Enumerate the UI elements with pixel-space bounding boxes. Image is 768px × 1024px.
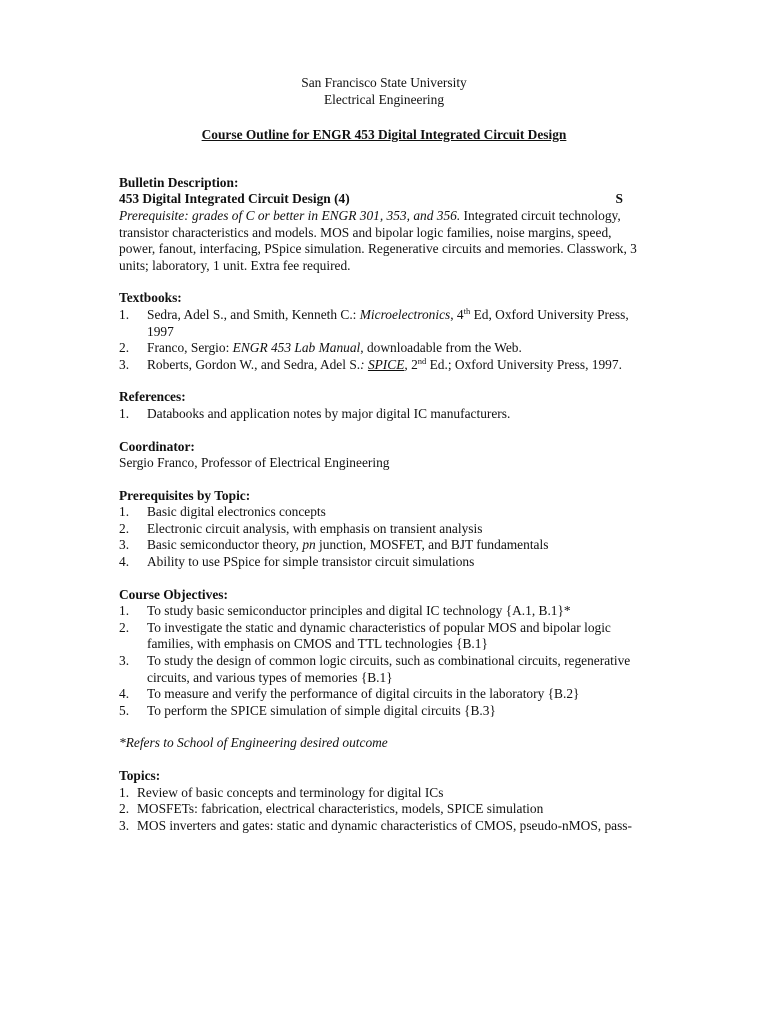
prerequisite-text: Electronic circuit analysis, with emphasis on transient analysis [147, 520, 483, 536]
university-name: San Francisco State University [301, 75, 467, 90]
list-number: 2. [119, 520, 130, 536]
edition-suffix: th [463, 305, 471, 316]
textbook-edition: , 4 [450, 306, 464, 322]
list-number: 2. [119, 619, 130, 635]
objective-text: To study basic semiconductor principles and digital IC technology {A.1, B.1}* [147, 603, 571, 619]
topic-text: MOSFETs: fabrication, electrical characteristics, models, SPICE simulation [137, 801, 544, 817]
coordinator-heading: Coordinator: [119, 438, 195, 454]
reference-item [119, 406, 649, 423]
course-flag: S [615, 191, 623, 207]
edition-suffix: nd [417, 355, 427, 366]
textbook-publisher: , downloadable from the Web. [360, 340, 522, 356]
objective-item [119, 603, 649, 620]
textbooks-heading: Textbooks: [119, 290, 182, 306]
bulletin-course-line [119, 191, 649, 208]
objective-text: To measure and verify the performance of digital circuits in the laboratory {B.2} [147, 686, 580, 702]
prerequisites-heading: Prerequisites by Topic: [119, 487, 251, 503]
prerequisite-text-end: junction, MOSFET, and BJT fundamentals [315, 537, 549, 553]
list-number: 5. [119, 702, 130, 718]
course-description: Integrated circuit technology, transistor characteristics and models. MOS and bipolar logic families, noise margins, speed, power, fanout, interfacing, PSpice simulation. Regenerative circuits and memories. Classwork, 3 units; laboratory, 1 unit. Extra fee required. [119, 207, 637, 273]
list-number: 2. [119, 801, 130, 817]
objective-item [119, 703, 649, 720]
textbook-title: SPICE [367, 356, 405, 372]
prerequisite-text: Basic semiconductor theory, [147, 537, 303, 553]
list-number: 2. [119, 340, 130, 356]
topic-text: Review of basic concepts and terminology for digital ICs [137, 784, 444, 800]
list-number: 3. [119, 817, 130, 833]
topic-item [119, 785, 649, 802]
textbook-title: ENGR 453 Lab Manual [232, 340, 361, 356]
textbook-title: Microelectronics [359, 306, 451, 322]
prerequisite-text: Basic digital electronics concepts [147, 504, 326, 520]
objective-item [119, 653, 649, 686]
textbook-authors: Sedra, Adel S., and Smith, Kenneth C.: [147, 306, 360, 322]
textbook-publisher: Ed.; Oxford University Press, 1997. [426, 356, 622, 372]
objective-text: To study the design of common logic circuits, such as combinational circuits, regenerative circuits, and various types of memories {B.1} [147, 653, 631, 685]
topic-item [119, 818, 649, 835]
references-heading: References: [119, 389, 186, 405]
prerequisite-text: Ability to use PSpice for simple transistor circuit simulations [147, 554, 475, 570]
objective-item [119, 620, 649, 653]
textbook-authors: Franco, Sergio: [147, 340, 233, 356]
prerequisite-item [119, 554, 649, 571]
topics-heading: Topics: [119, 768, 161, 783]
prerequisite-item [119, 521, 649, 538]
objective-item [119, 686, 649, 703]
list-number: 4. [119, 554, 130, 570]
list-number: 4. [119, 686, 130, 702]
prerequisite-italic: pn [302, 537, 316, 553]
objectives-footnote: *Refers to School of Engineering desired outcome [119, 735, 388, 751]
list-number: 3. [119, 537, 130, 553]
textbook-edition: , 2 [404, 356, 418, 372]
textbook-authors: Roberts, Gordon W., and Sedra, Adel S. [147, 356, 361, 372]
list-number: 1. [119, 405, 130, 421]
objective-text: To perform the SPICE simulation of simple digital circuits {B.3} [147, 702, 496, 718]
reference-text: Databooks and application notes by major digital IC manufacturers. [147, 405, 511, 421]
list-number: 3. [119, 653, 130, 669]
coordinator-name: Sergio Franco, Professor of Electrical Engineering [119, 455, 390, 471]
topic-text: MOS inverters and gates: static and dynamic characteristics of CMOS, pseudo-nMOS, pass- [137, 817, 632, 833]
prerequisite-item [119, 504, 649, 521]
list-number: 3. [119, 356, 130, 372]
list-number: 1. [119, 603, 130, 619]
textbook-colon: : [360, 356, 368, 372]
prerequisite-item [119, 537, 649, 554]
textbook-item [119, 340, 649, 357]
textbook-item [119, 357, 649, 374]
course-name: 453 Digital Integrated Circuit Design (4) [119, 191, 350, 207]
course-outline-page [119, 75, 649, 834]
prerequisite-note: Prerequisite: grades of C or better in ENGR 301, 353, and 356. [119, 207, 461, 223]
list-number: 1. [119, 784, 130, 800]
bulletin-paragraph [119, 208, 649, 274]
list-number: 1. [119, 504, 130, 520]
objective-text: To investigate the static and dynamic characteristics of popular MOS and bipolar logic families, with emphasis on CMOS and TTL technologies {B.1} [147, 619, 611, 652]
bulletin-heading: Bulletin Description: [119, 174, 239, 190]
objectives-heading: Course Objectives: [119, 586, 228, 602]
topic-item [119, 801, 649, 818]
textbook-publisher: Ed, Oxford University Press, 1997 [147, 306, 629, 339]
department-name: Electrical Engineering [323, 91, 445, 107]
list-number: 1. [119, 306, 130, 322]
document-title: Course Outline for ENGR 453 Digital Integrated Circuit Design [201, 127, 567, 143]
textbook-item [119, 307, 649, 340]
